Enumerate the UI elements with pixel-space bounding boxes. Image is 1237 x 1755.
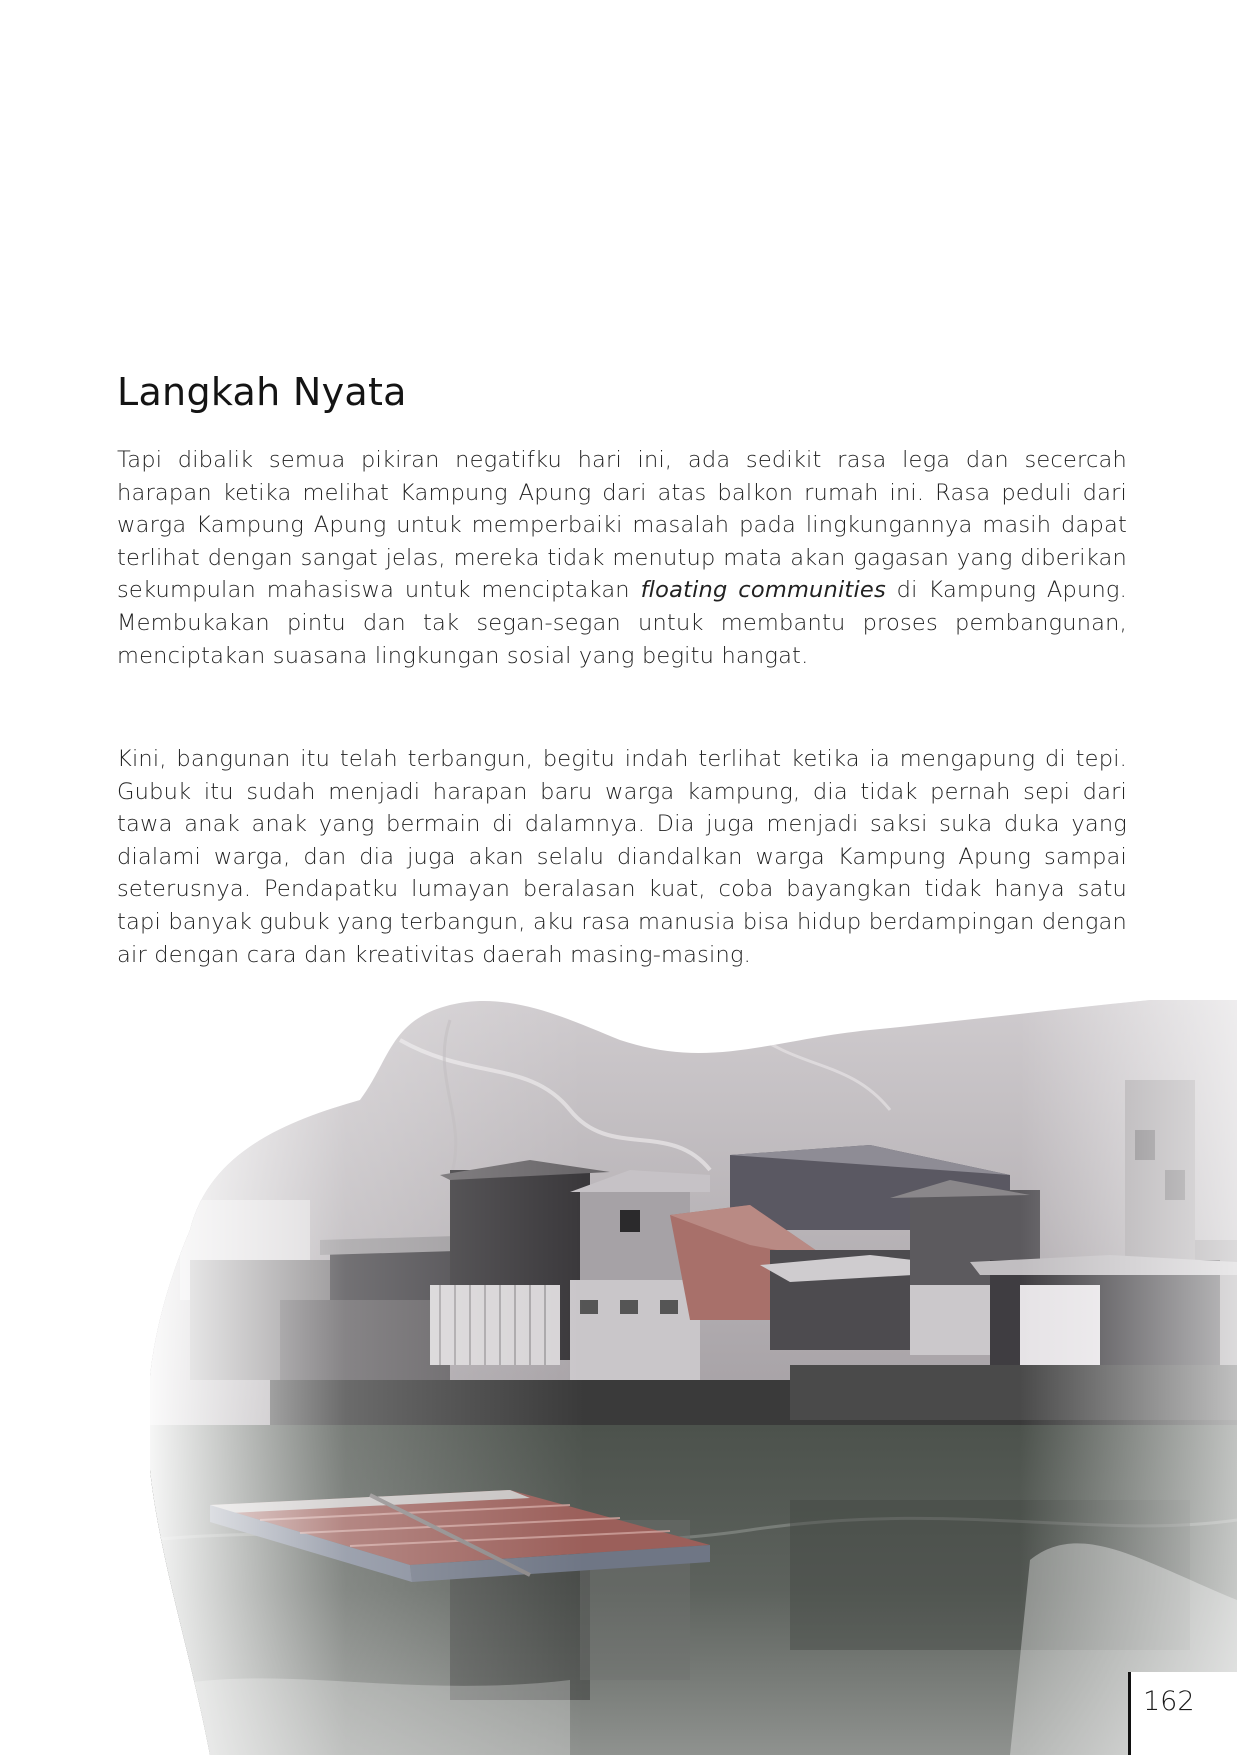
kampung-photo [150, 1000, 1237, 1755]
section-heading: Langkah Nyata [117, 370, 407, 414]
page-number: 162 [1143, 1686, 1195, 1717]
paragraph-1 [117, 444, 1127, 672]
paragraph-1-italic-term: floating communities [640, 577, 886, 604]
paragraph-2: Kini, bangunan itu telah terbangun, begitu indah terlihat ketika ia mengapung di tepi. Gubuk itu sudah menjadi harapan baru warga kampung, dia tidak pernah sepi dari tawa anak anak yang bermain di dalamnya. Dia juga menjadi saksi suka duka yang dialami warga, dan dia juga akan selalu diandalkan warga Kampung Apung sampai seterusnya. Pendapatku lumayan beralasan kuat, coba bayangkan tidak hanya satu tapi banyak gubuk yang terbangun, aku rasa manusia bisa hidup berdampingan dengan air dengan cara dan kreativitas daerah masing-masing. [117, 746, 1127, 968]
paragraph-1-text-a: Tapi dibalik semua pikiran negatifku hari ini, ada sedikit rasa lega dan secercah harapan ketika melihat Kampung Apung dari atas balkon rumah ini. Rasa peduli dari warga Kampung Apung untuk memperbaiki masalah pada lingkungannya masih dapat terlihat dengan sangat jelas, mereka tidak menutup mata akan gagasan yang diberikan sekumpulan mahasiswa untuk menciptakan [117, 447, 1127, 604]
paragraph-1-text-b: di Kampung Apung. Membukakan pintu dan tak segan-segan untuk membantu proses pembangunan, menciptakan suasana lingkungan sosial yang begitu hangat. [117, 577, 1127, 669]
